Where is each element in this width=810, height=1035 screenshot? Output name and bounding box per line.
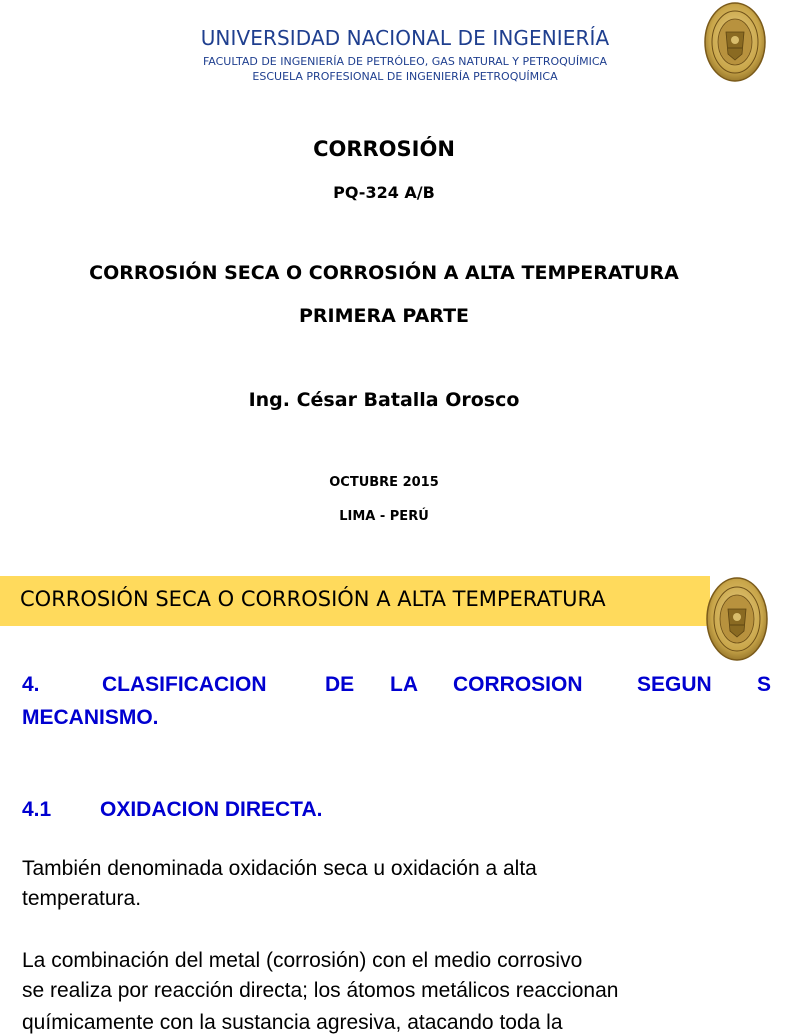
section-4-word: CLASIFICACION (102, 673, 267, 696)
presentation-place: LIMA - PERÚ (339, 509, 429, 524)
author-name: Ing. César Batalla Orosco (248, 389, 520, 411)
course-code: PQ-324 A/B (333, 183, 435, 202)
section-41-number: 4.1 (22, 798, 52, 821)
paragraph-line: La combinación del metal (corrosión) con el medio corrosivo (22, 949, 583, 972)
university-seal-icon (704, 2, 766, 82)
paragraph-line: químicamente con la sustancia agresiva, atacando toda la (22, 1011, 563, 1034)
section-4-word: SEGUN (637, 673, 712, 696)
banner-title: CORROSIÓN SECA O CORROSIÓN A ALTA TEMPERATURA (20, 587, 606, 611)
section-4-word: S (757, 673, 772, 696)
course-title: CORROSIÓN (313, 137, 455, 161)
paragraph-line: También denominada oxidación seca u oxidación a alta (22, 857, 537, 880)
topic-title-line2: PRIMERA PARTE (298, 305, 470, 327)
paragraph-line: temperatura. (22, 887, 142, 910)
paragraph-line: se realiza por reacción directa; los átomos metálicos reaccionan (22, 979, 619, 1002)
section-4-word: LA (390, 673, 418, 696)
content-slide (0, 565, 772, 1034)
section-4-title-line2: MECANISMO. (22, 706, 159, 729)
topic-title-line1: CORROSIÓN SECA O CORROSIÓN A ALTA TEMPERATURA (89, 262, 679, 284)
university-name: UNIVERSIDAD NACIONAL DE INGENIERÍA (200, 26, 610, 50)
section-4-word: DE (325, 673, 355, 696)
topic-banner (0, 576, 710, 626)
section-4-word: CORROSION (453, 673, 583, 696)
section-4-number: 4. (22, 673, 40, 696)
section-41-title: OXIDACION DIRECTA. (100, 798, 323, 821)
school-name: ESCUELA PROFESIONAL DE INGENIERÍA PETROQUÍMICA (252, 70, 558, 83)
presentation-date: OCTUBRE 2015 (329, 475, 439, 490)
university-seal-icon (705, 577, 768, 661)
faculty-name: FACULTAD DE INGENIERÍA DE PETRÓLEO, GAS NATURAL Y PETROQUÍMICA (202, 55, 608, 68)
